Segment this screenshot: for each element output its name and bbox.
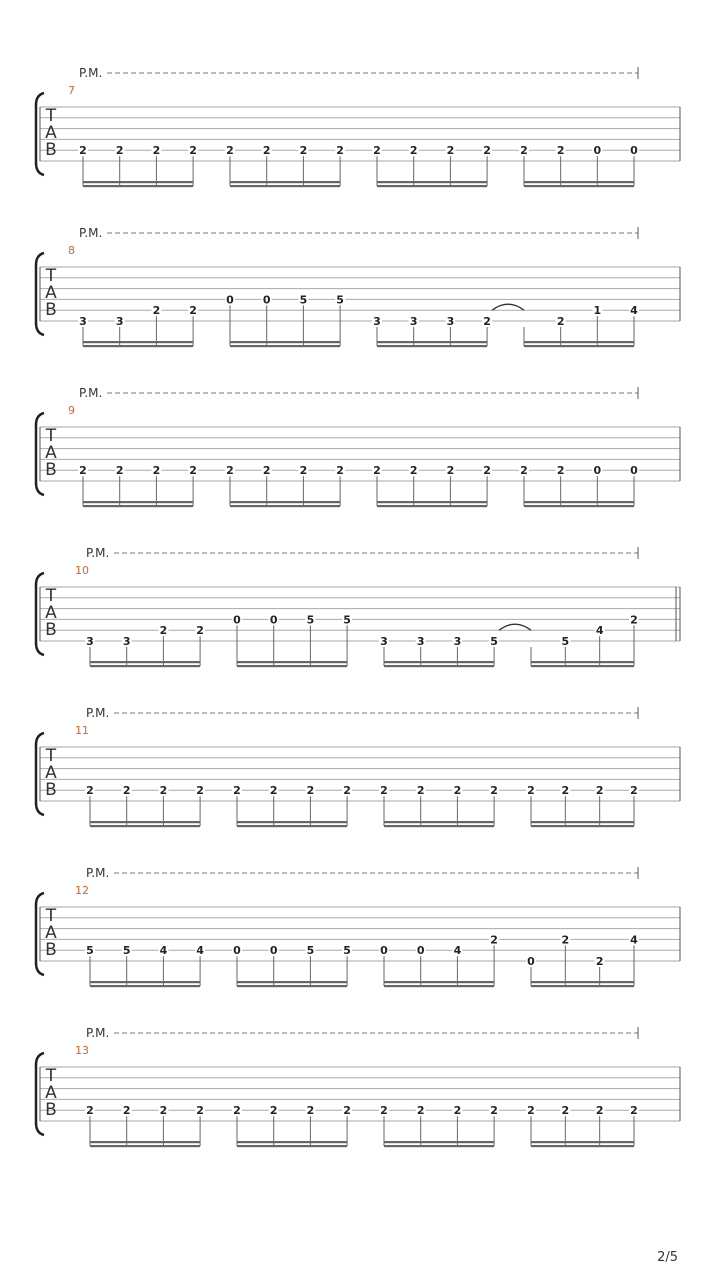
beam	[531, 661, 634, 663]
fret-number: 2	[152, 464, 161, 478]
fret-number: 2	[306, 1104, 315, 1118]
palm-mute-label: P.M.	[79, 66, 103, 80]
beam	[230, 181, 340, 183]
fret-number: 2	[595, 955, 604, 968]
measure-number: 13	[75, 1044, 89, 1057]
beam	[237, 825, 347, 827]
beam	[237, 981, 347, 983]
measure-number: 12	[75, 884, 89, 897]
tie-arc	[499, 624, 531, 630]
beam	[524, 341, 634, 343]
palm-mute-label: P.M.	[86, 1026, 110, 1040]
beam	[90, 985, 200, 987]
tab-letter: T	[45, 266, 57, 286]
tab-system-11	[36, 706, 680, 827]
tab-letter: A	[45, 1083, 57, 1103]
tab-letter: B	[45, 620, 57, 640]
fret-number: 1	[593, 304, 602, 318]
fret-number: 2	[490, 933, 498, 947]
fret-number: 2	[561, 933, 570, 947]
measure-number: 9	[68, 404, 75, 417]
fret-number: 2	[556, 144, 565, 158]
fret-number: 2	[453, 1104, 462, 1118]
fret-number: 2	[262, 464, 271, 478]
palm-mute-label: P.M.	[86, 706, 110, 720]
fret-number: 2	[556, 464, 565, 478]
fret-number: 2	[561, 1104, 570, 1118]
fret-number: 2	[527, 784, 535, 798]
fret-number: 2	[196, 1104, 204, 1118]
fret-number: 2	[556, 315, 565, 328]
fret-number: 2	[336, 144, 344, 158]
beam	[90, 1145, 200, 1147]
measure-number: 10	[75, 564, 89, 577]
fret-number: 2	[446, 464, 455, 478]
beam	[377, 185, 487, 187]
beam	[90, 1141, 200, 1143]
fret-number: 2	[483, 315, 491, 328]
fret-number: 2	[490, 1104, 498, 1118]
fret-number: 0	[269, 944, 278, 958]
tab-letter: A	[45, 123, 57, 143]
beam	[83, 341, 193, 343]
beam	[230, 345, 340, 347]
fret-number: 2	[159, 1104, 168, 1118]
fret-number: 4	[453, 944, 462, 958]
fret-number: 2	[483, 144, 491, 158]
tab-letter: B	[45, 140, 57, 160]
fret-number: 5	[343, 613, 351, 627]
page-number: 2/5	[657, 1250, 678, 1265]
beam	[384, 981, 494, 983]
fret-number: 3	[122, 635, 131, 648]
tab-letter: B	[45, 300, 57, 320]
fret-number: 2	[152, 144, 161, 158]
fret-number: 2	[262, 144, 271, 158]
fret-number: 2	[196, 624, 204, 638]
beam	[531, 821, 634, 823]
fret-number: 2	[189, 144, 197, 158]
fret-number: 3	[380, 635, 388, 648]
beam	[83, 185, 193, 187]
tab-system-9	[36, 386, 680, 507]
fret-number: 0	[527, 955, 535, 968]
fret-number: 2	[409, 464, 418, 478]
fret-number: 2	[115, 464, 124, 478]
tab-letter: B	[45, 780, 57, 800]
beam	[524, 185, 634, 187]
fret-number: 2	[373, 464, 381, 478]
fret-number: 0	[630, 464, 638, 478]
fret-number: 2	[527, 1104, 535, 1118]
beam	[384, 1145, 494, 1147]
tab-letter: T	[45, 426, 57, 446]
fret-number: 2	[122, 1104, 131, 1118]
fret-number: 4	[159, 944, 168, 958]
tab-letter: A	[45, 923, 57, 943]
beam	[524, 181, 634, 183]
beam	[237, 665, 347, 667]
fret-number: 5	[490, 635, 498, 648]
tab-letter: B	[45, 1100, 57, 1120]
fret-number: 2	[159, 624, 168, 638]
fret-number: 2	[630, 1104, 638, 1118]
fret-number: 3	[416, 635, 425, 648]
fret-number: 4	[630, 304, 638, 318]
fret-number: 5	[86, 944, 94, 958]
fret-number: 4	[196, 944, 204, 958]
fret-number: 0	[593, 144, 602, 158]
fret-number: 2	[299, 144, 308, 158]
fret-number: 0	[269, 613, 278, 627]
fret-number: 2	[343, 1104, 351, 1118]
fret-number: 3	[453, 635, 462, 648]
fret-number: 5	[306, 944, 315, 958]
fret-number: 2	[336, 464, 344, 478]
fret-number: 3	[79, 315, 87, 328]
beam	[237, 985, 347, 987]
beam	[524, 501, 634, 503]
fret-number: 3	[446, 315, 455, 328]
fret-number: 2	[595, 784, 604, 798]
beam	[377, 345, 487, 347]
fret-number: 2	[561, 784, 570, 798]
fret-number: 5	[122, 944, 131, 958]
fret-number: 2	[343, 784, 351, 798]
fret-number: 2	[416, 784, 425, 798]
fret-number: 2	[483, 464, 491, 478]
beam	[384, 665, 494, 667]
beam	[230, 341, 340, 343]
beam	[377, 505, 487, 507]
beam	[531, 825, 634, 827]
fret-number: 2	[373, 144, 381, 158]
beam	[230, 505, 340, 507]
fret-number: 2	[226, 464, 234, 478]
fret-number: 5	[306, 613, 315, 627]
beam	[90, 661, 200, 663]
fret-number: 2	[115, 144, 124, 158]
fret-number: 2	[595, 1104, 604, 1118]
palm-mute-label: P.M.	[86, 866, 110, 880]
fret-number: 2	[159, 784, 168, 798]
beam	[384, 985, 494, 987]
fret-number: 2	[446, 144, 455, 158]
fret-number: 0	[593, 464, 602, 478]
fret-number: 2	[416, 1104, 425, 1118]
beam	[83, 505, 193, 507]
beam	[83, 501, 193, 503]
fret-number: 2	[152, 304, 161, 318]
beam	[83, 181, 193, 183]
beam	[531, 1145, 634, 1147]
measure-number: 7	[68, 84, 75, 97]
tab-system-8	[36, 226, 680, 347]
fret-number: 2	[86, 1104, 94, 1118]
beam	[90, 821, 200, 823]
beam	[531, 1141, 634, 1143]
tab-letter: T	[45, 746, 57, 766]
tab-letter: T	[45, 1066, 57, 1086]
tab-letter: A	[45, 603, 57, 623]
fret-number: 2	[79, 464, 87, 478]
fret-number: 2	[189, 304, 197, 318]
fret-number: 2	[226, 144, 234, 158]
beam	[531, 981, 634, 983]
beam	[384, 821, 494, 823]
beam	[377, 341, 487, 343]
beam	[531, 985, 634, 987]
tab-system-10	[36, 546, 680, 667]
beam	[90, 825, 200, 827]
fret-number: 2	[196, 784, 204, 798]
fret-number: 2	[269, 784, 278, 798]
palm-mute-label: P.M.	[86, 546, 110, 560]
fret-number: 5	[299, 293, 308, 307]
fret-number: 0	[226, 293, 234, 307]
measure-number: 8	[68, 244, 75, 257]
tab-system-13	[36, 1026, 680, 1147]
tab-letter: A	[45, 443, 57, 463]
measure-number: 11	[75, 724, 89, 737]
tab-system-12	[36, 866, 680, 987]
beam	[524, 505, 634, 507]
fret-number: 0	[233, 944, 241, 958]
fret-number: 5	[336, 293, 344, 307]
fret-number: 0	[380, 944, 388, 958]
fret-number: 2	[306, 784, 315, 798]
tie-arc	[492, 304, 524, 310]
tab-letter: T	[45, 586, 57, 606]
fret-number: 2	[233, 1104, 241, 1118]
fret-number: 2	[380, 784, 388, 798]
fret-number: 0	[233, 613, 241, 627]
fret-number: 2	[453, 784, 462, 798]
tab-letter: T	[45, 106, 57, 126]
beam	[377, 501, 487, 503]
beam	[531, 665, 634, 667]
beam	[230, 185, 340, 187]
fret-number: 3	[115, 315, 124, 328]
fret-number: 2	[630, 784, 638, 798]
fret-number: 2	[299, 464, 308, 478]
beam	[384, 661, 494, 663]
beam	[237, 661, 347, 663]
fret-number: 3	[373, 315, 381, 328]
beam	[237, 821, 347, 823]
beam	[83, 345, 193, 347]
fret-number: 2	[86, 784, 94, 798]
fret-number: 2	[630, 613, 638, 627]
fret-number: 5	[561, 635, 570, 648]
beam	[384, 1141, 494, 1143]
fret-number: 2	[189, 464, 197, 478]
fret-number: 0	[630, 144, 638, 158]
fret-number: 3	[86, 635, 94, 648]
palm-mute-label: P.M.	[79, 386, 103, 400]
fret-number: 2	[269, 1104, 278, 1118]
tab-system-7	[36, 66, 680, 187]
fret-number: 5	[343, 944, 351, 958]
tab-letter: T	[45, 906, 57, 926]
fret-number: 0	[416, 944, 425, 958]
beam	[237, 1145, 347, 1147]
beam	[90, 981, 200, 983]
palm-mute-label: P.M.	[79, 226, 103, 240]
fret-number: 2	[79, 144, 87, 158]
fret-number: 2	[409, 144, 418, 158]
fret-number: 4	[595, 624, 604, 638]
fret-number: 4	[630, 933, 638, 947]
fret-number: 2	[520, 144, 528, 158]
fret-number: 0	[262, 293, 271, 307]
beam	[230, 501, 340, 503]
fret-number: 2	[520, 464, 528, 478]
beam	[524, 345, 634, 347]
beam	[237, 1141, 347, 1143]
tab-letter: A	[45, 763, 57, 783]
beam	[377, 181, 487, 183]
tab-letter: B	[45, 460, 57, 480]
fret-number: 2	[233, 784, 241, 798]
fret-number: 2	[380, 1104, 388, 1118]
tab-letter: B	[45, 940, 57, 960]
fret-number: 3	[409, 315, 418, 328]
tab-letter: A	[45, 283, 57, 303]
beam	[90, 665, 200, 667]
fret-number: 2	[490, 784, 498, 798]
fret-number: 2	[122, 784, 131, 798]
beam	[384, 825, 494, 827]
